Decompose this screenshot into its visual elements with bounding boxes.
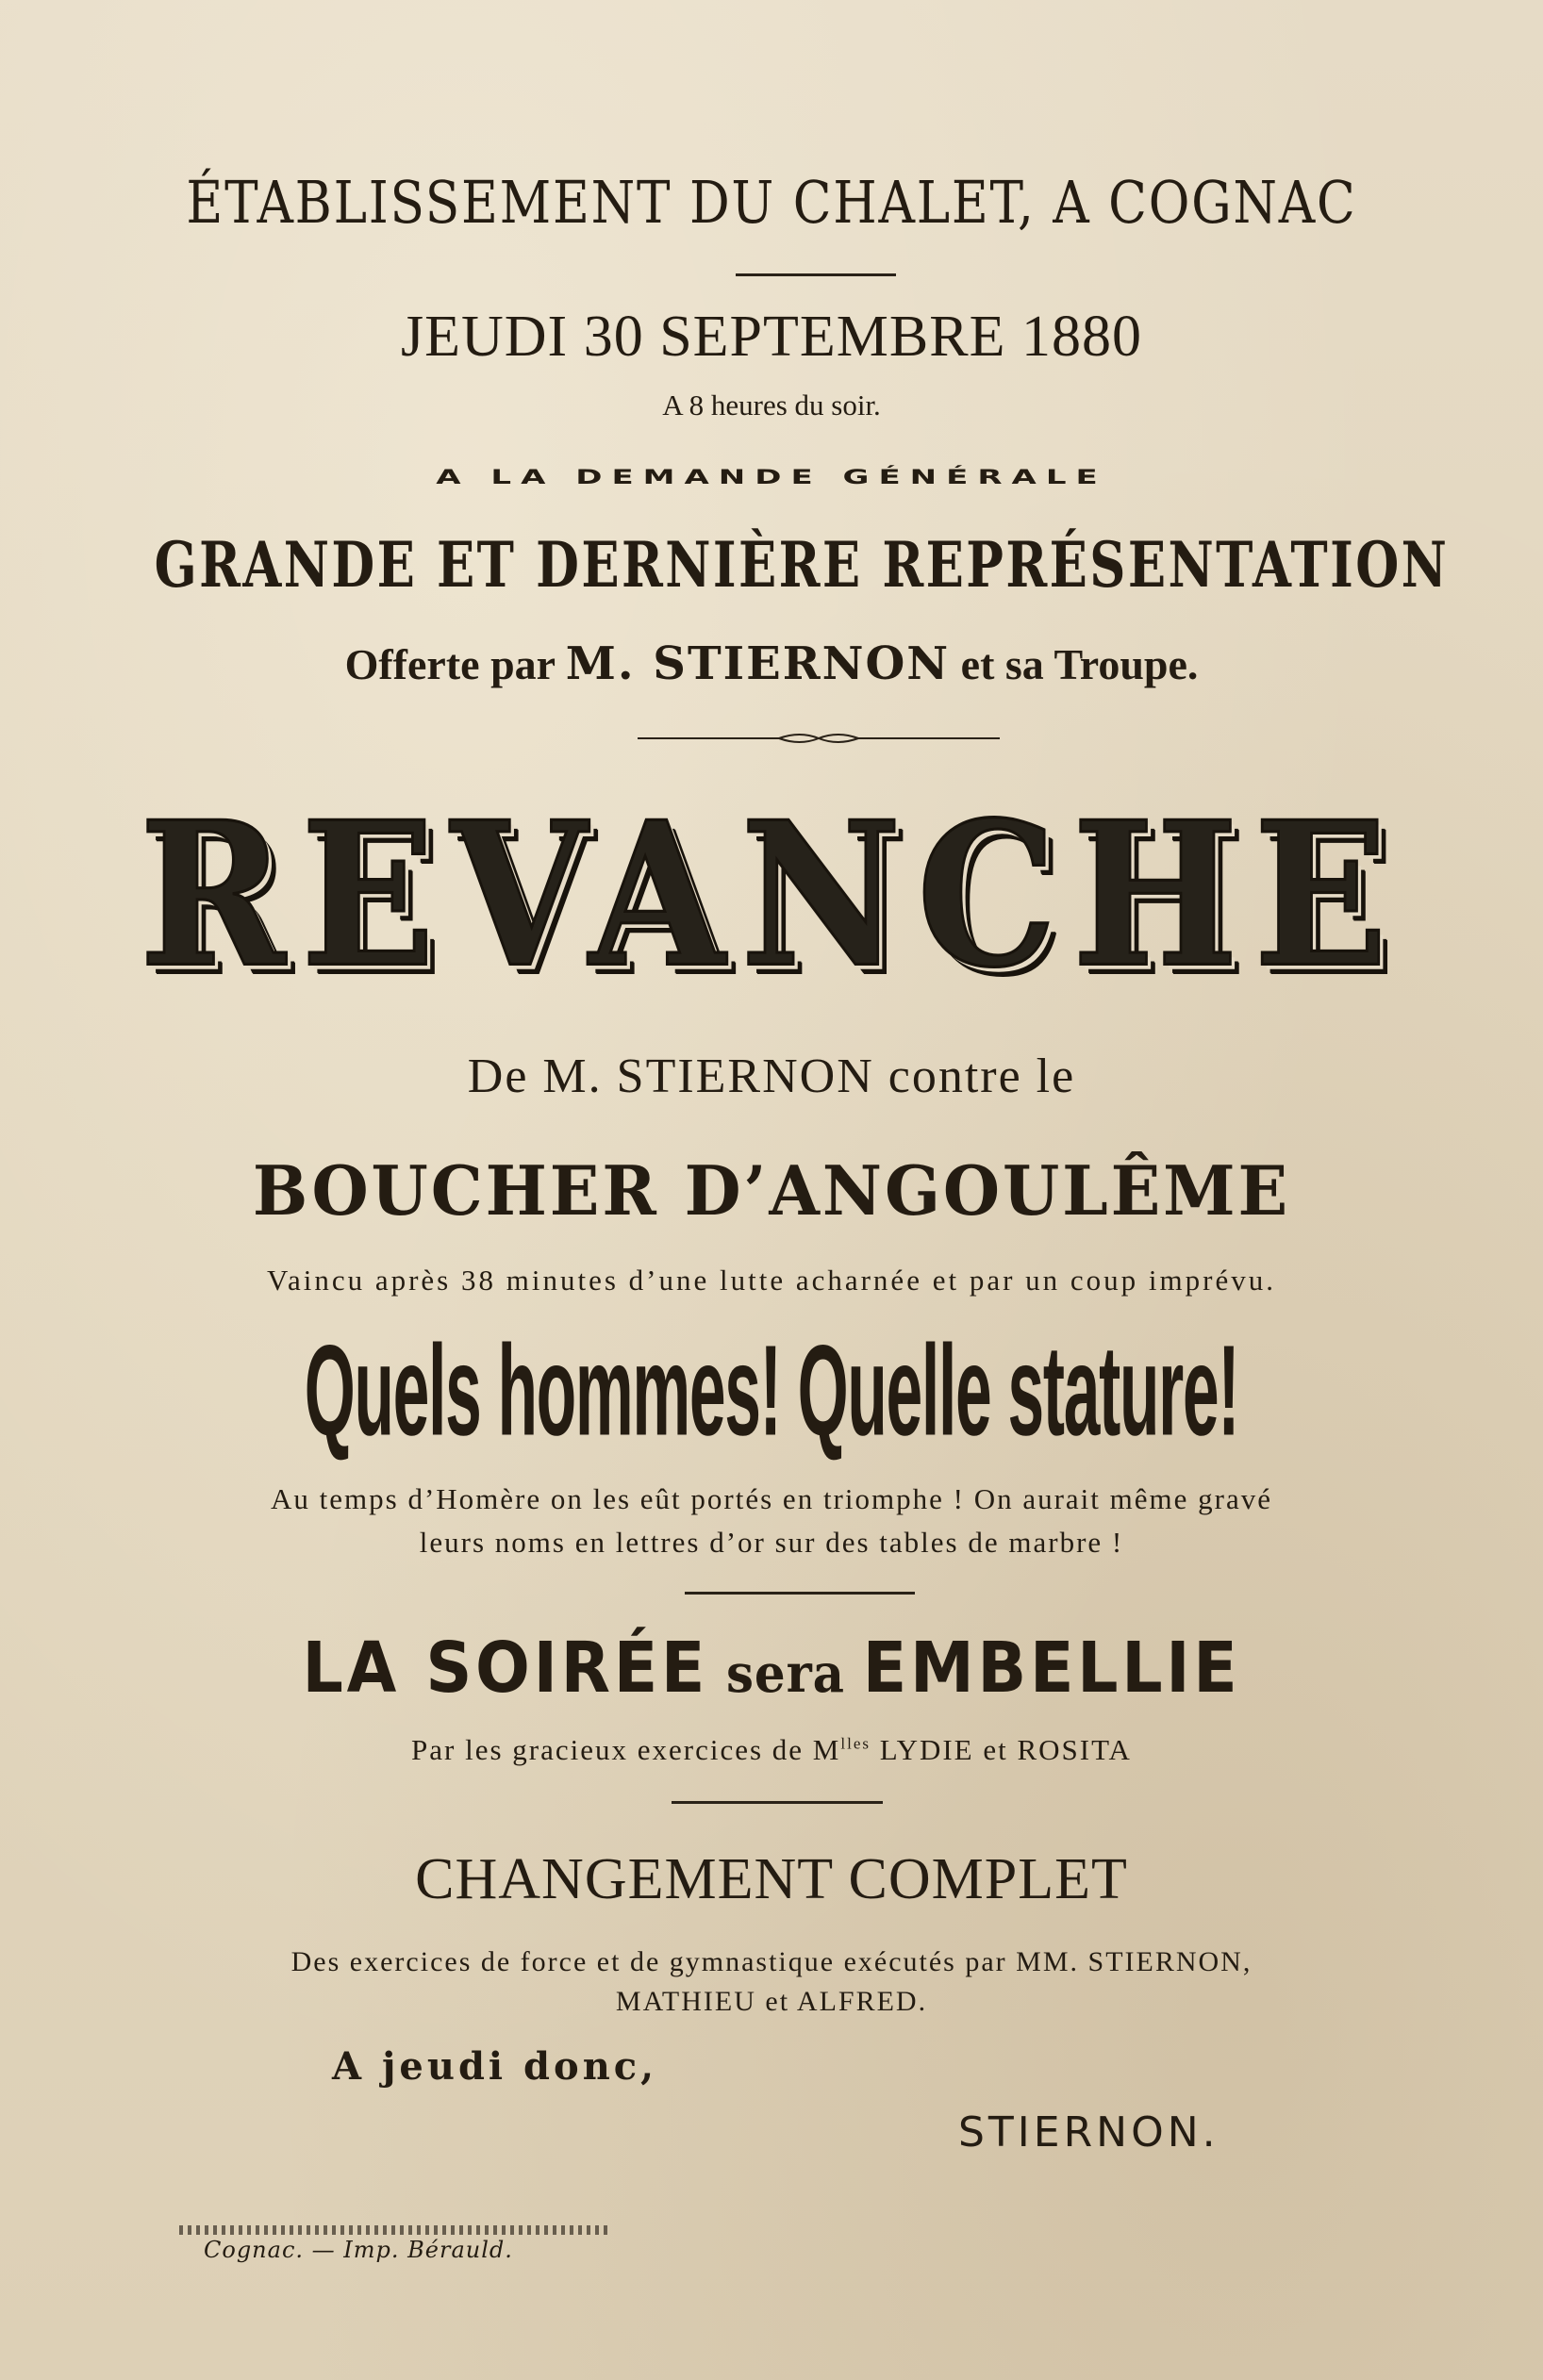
soiree-line xyxy=(61,1628,1481,1709)
offered-prefix: Offerte par xyxy=(344,640,566,688)
divider-rule xyxy=(685,1592,915,1595)
change-heading: CHANGEMENT COMPLET xyxy=(415,1847,1128,1911)
main-title: REVANCHE xyxy=(139,779,1404,1012)
divider-rule xyxy=(736,273,896,276)
imprint-rule xyxy=(179,2225,608,2235)
match-result: Vaincu après 38 minutes d’une lutte acharnée et par un coup imprévu. xyxy=(267,1264,1276,1297)
subtitle: De M. STIERNON contre le xyxy=(467,1050,1076,1103)
ladies-superscript: lles xyxy=(840,1734,871,1753)
printer-imprint: Cognac. — Imp. Bérauld. xyxy=(204,2237,513,2263)
farewell: A jeudi donc, xyxy=(332,2044,658,2089)
signature: STIERNON. xyxy=(958,2108,1219,2157)
event-date: JEUDI 30 SEPTEMBRE 1880 xyxy=(401,305,1142,369)
general-request-line: A LA DEMANDE GÉNÉRALE xyxy=(436,465,1107,489)
homer-line-2: leurs noms en lettres d’or sur des tables de marbre ! xyxy=(419,1526,1124,1559)
soiree-part-a: LA SOIRÉE xyxy=(302,1628,709,1709)
exclamation: Quels hommes! Quelle stature! xyxy=(304,1318,1239,1463)
exercises-line-1: Des exercices de force et de gymnastique exécutés par MM. STIERNON, xyxy=(290,1946,1253,1977)
soiree-part-c: EMBELLIE xyxy=(862,1628,1241,1709)
soiree-part-b: sera xyxy=(708,1643,863,1705)
divider-rule xyxy=(672,1801,883,1804)
ladies-names: LYDIE et ROSITA xyxy=(870,1733,1132,1766)
homer-line-1: Au temps d’Homère on les eût portés en triomphe ! On aurait même gravé xyxy=(271,1482,1272,1515)
ladies-line xyxy=(0,1733,1543,1767)
ladies-prefix: Par les gracieux exercices de M xyxy=(411,1733,841,1766)
ornament-divider-icon xyxy=(638,731,1000,746)
offered-name: M. STIERNON xyxy=(565,637,951,690)
event-time: A 8 heures du soir. xyxy=(662,388,881,421)
venue-heading: ÉTABLISSEMENT DU CHALET, A COGNAC xyxy=(186,168,1357,237)
offered-by-line xyxy=(0,637,1543,690)
offered-suffix: et sa Troupe. xyxy=(950,640,1199,688)
performance-headline: GRANDE ET DERNIÈRE REPRÉSENTATION xyxy=(154,528,1450,602)
opponent-name: BOUCHER D’ANGOULÊME xyxy=(252,1150,1291,1231)
exercises-line-2: MATHIEU et ALFRED. xyxy=(615,1986,928,2017)
